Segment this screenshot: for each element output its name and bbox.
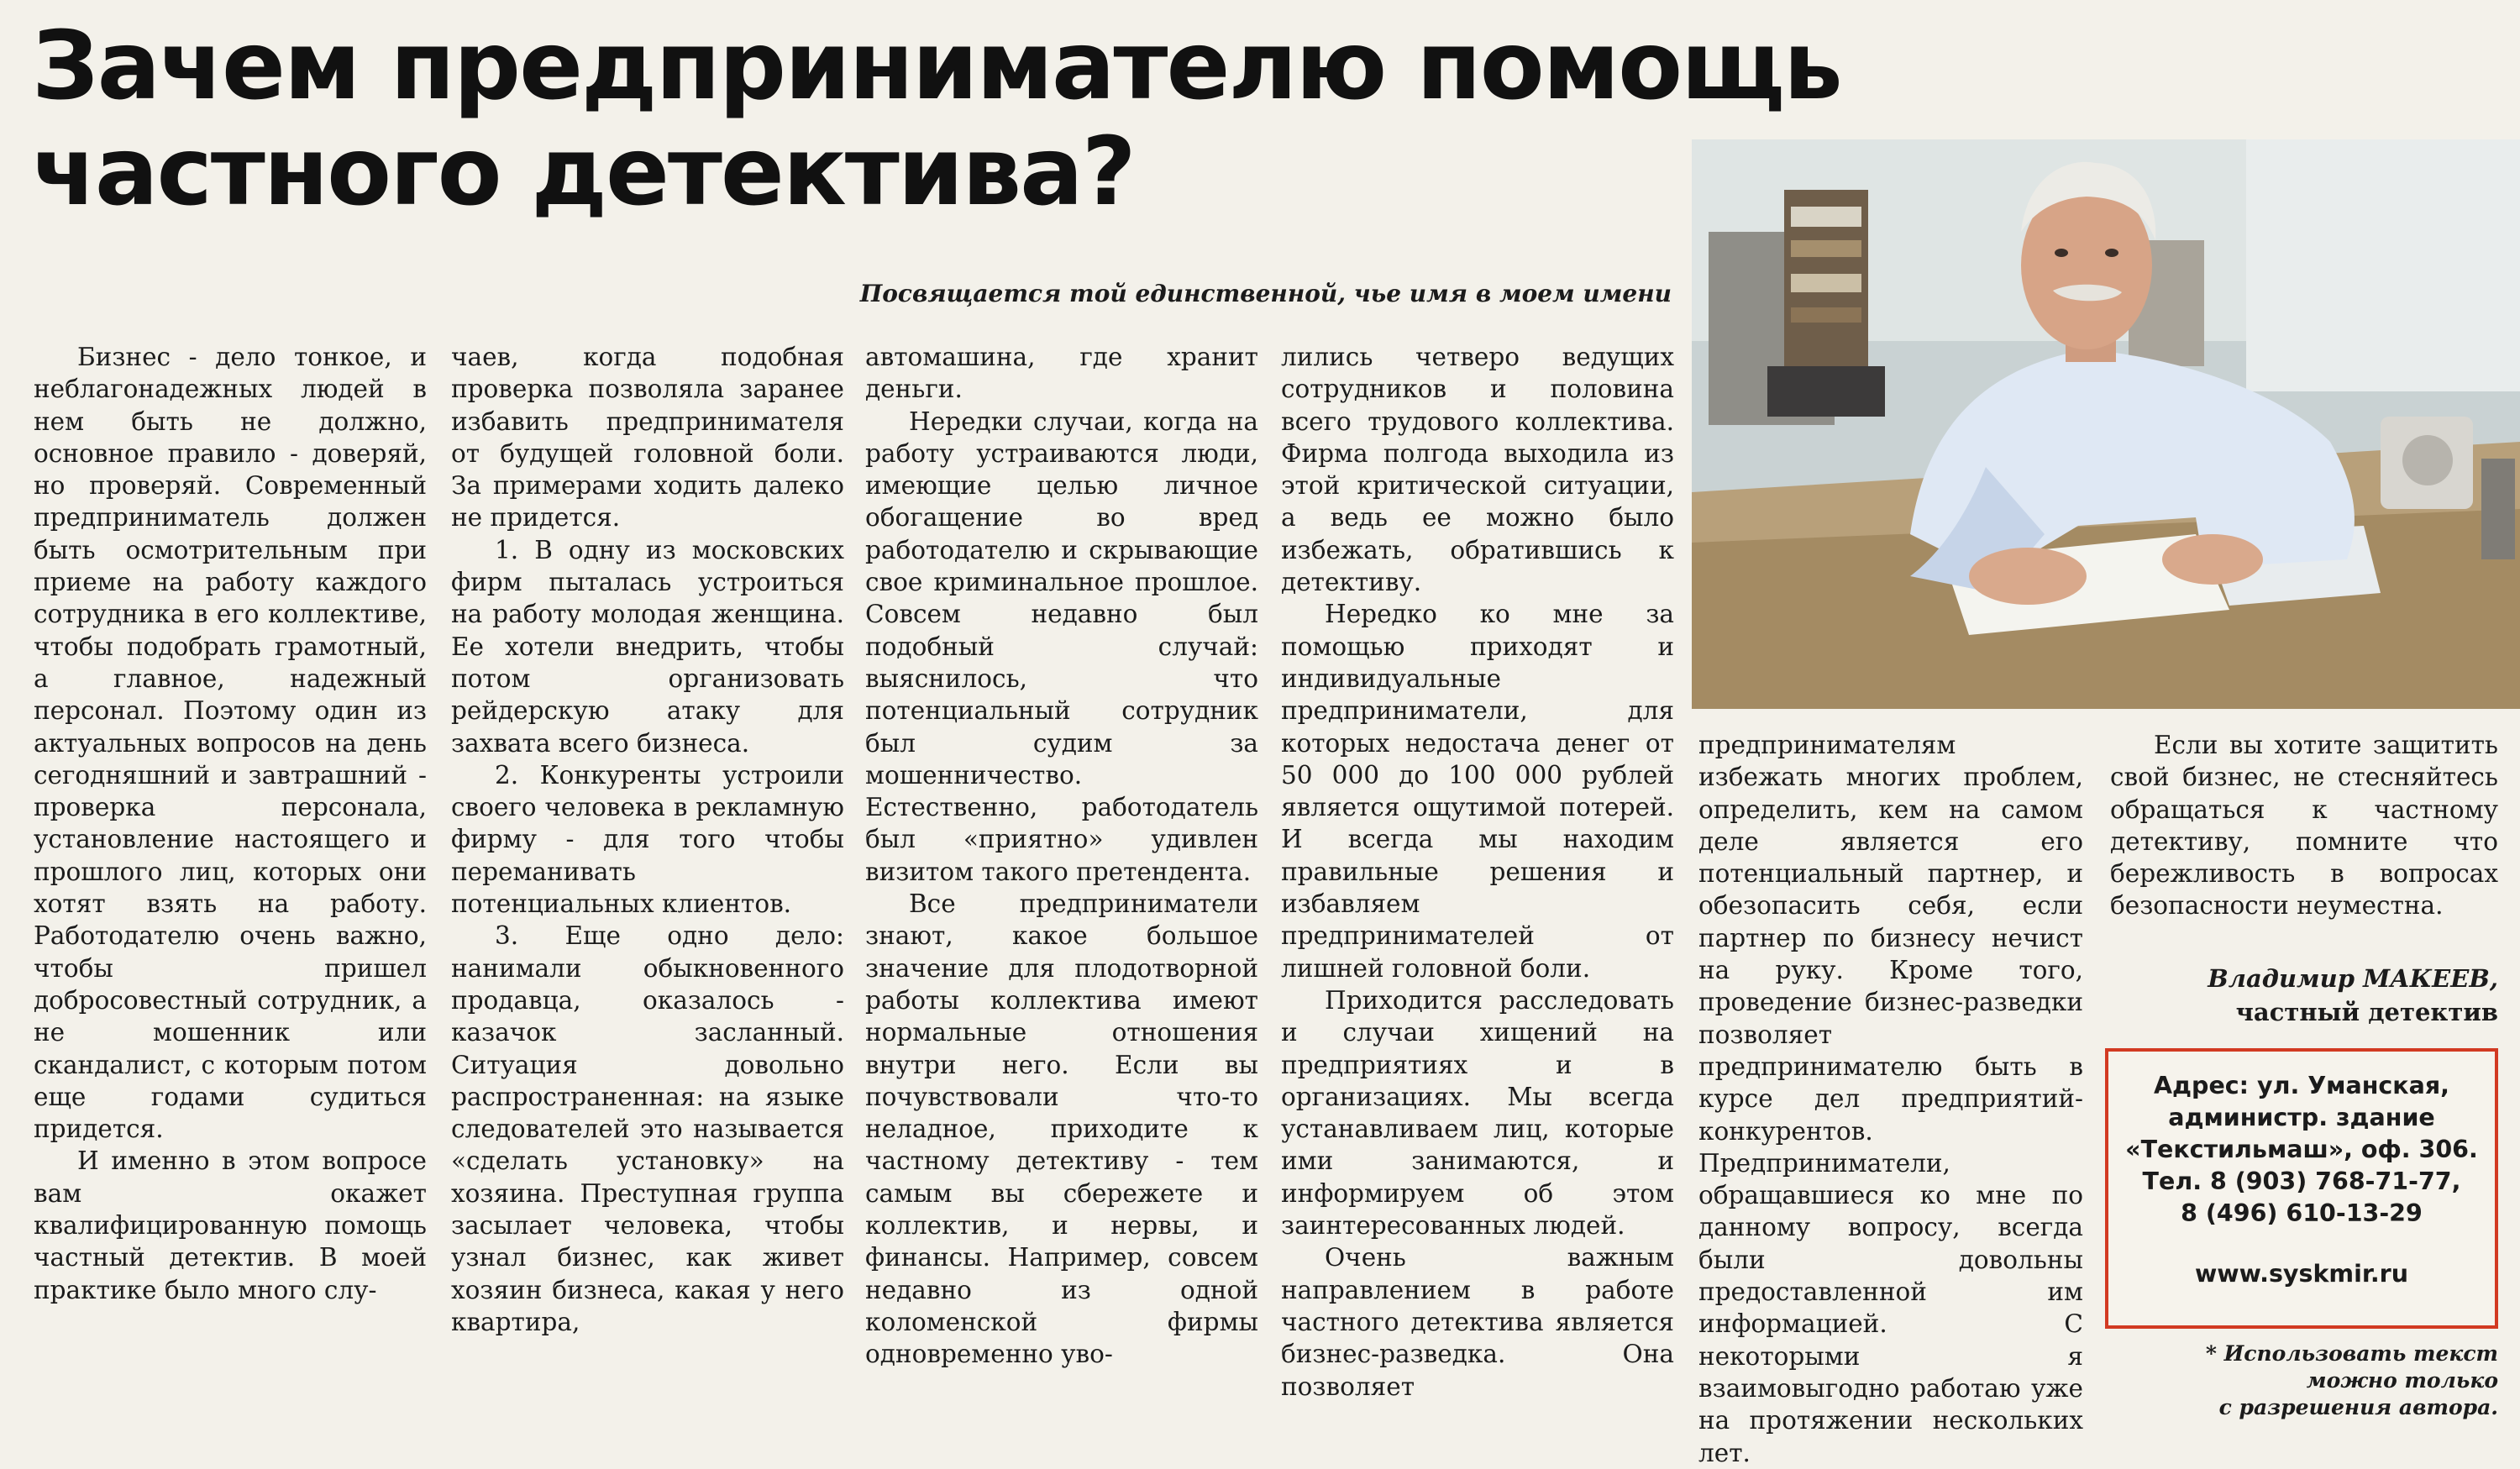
address-line: «Текстильмаш», оф. 306. xyxy=(2125,1136,2478,1163)
article-column-2 xyxy=(451,341,844,1433)
paragraph: автомашина, где хранит деньги. xyxy=(865,343,1258,404)
article-column-5 xyxy=(1698,729,2083,1467)
contact-box xyxy=(2105,1048,2498,1329)
paragraph: 3. Еще одно дело: нанимали обыкновенного продавца, оказалось - казачок засланный. Ситуация довольно распространенная: на языке следователей это называется «сделать установку» на хозяина. Преступная группа засылает человека, чтобы узнал бизнес, как живет хозяин бизнеса, какая у него квартира, xyxy=(451,921,844,1336)
paragraph: Все предприниматели знают, какое большое значение для плодотворной работы коллектива имеют нормальные отношения внутри него. Если вы почувствовали что-то неладное, приходите к частному детективу - тем самым вы сбережете и коллектив, и нервы, и финансы. Например, совсем недавно из одной коломенской фирмы одновременно уво- xyxy=(865,889,1258,1369)
article-headline xyxy=(32,12,1841,227)
headline-line-2: частного детектива? xyxy=(32,118,1135,227)
address-line: администр. здание xyxy=(2168,1104,2435,1131)
article-column-4 xyxy=(1281,341,1674,1433)
address-line: Адрес: ул. Уманская, xyxy=(2153,1072,2449,1099)
paragraph: Приходится расследовать и случаи хищений на предприятиях и в организациях. Мы всегда устанавливаем лиц, которые ими занимаются, и информируем об этом заинтересованных людей. xyxy=(1281,985,1674,1241)
phone-number: 8 (496) 610-13-29 xyxy=(2181,1199,2423,1227)
article-column-1 xyxy=(34,341,427,1433)
paragraph: Очень важным направлением в работе частного детектива является бизнес-разведка. Она позволяет xyxy=(1281,1243,1674,1401)
footnote-line: с разрешения автора. xyxy=(2218,1395,2498,1419)
portrait-photo-icon xyxy=(1692,139,2520,709)
headline-line-1: Зачем предпринимателю помощь xyxy=(32,12,1841,121)
footnote-line: можно только xyxy=(2306,1368,2498,1393)
author-name: Владимир МАКЕЕВ, xyxy=(2208,964,2498,993)
dedication: Посвящается той единственной, чье имя в моем имени xyxy=(859,280,1672,307)
article-column-3 xyxy=(865,341,1258,1433)
paragraph: предпринимателям избежать многих проблем, определить, кем на самом деле является его потенциальный партнер, и обезопасить себя, если партнер по бизнесу нечист на руку. Кроме того, проведение бизнес-разведки позволяет предпринимателю быть в курсе дел предприятий-конкурентов. Предприниматели, обращавшиеся ко мне по данному вопросу, всегда были довольны предоставленной им информацией. С некоторыми я взаимовыгодно работаю уже на протяжении нескольких лет. xyxy=(1698,731,2083,1467)
author-photo xyxy=(1692,139,2520,709)
paragraph: чаев, когда подобная проверка позволяла заранее избавить предпринимателя от будущей головной боли. За примерами ходить далеко не придется. xyxy=(451,343,844,533)
paragraph: 2. Конкуренты устроили своего человека в рекламную фирму - для того чтобы переманивать потенциальных клиентов. xyxy=(451,760,844,919)
website-url: www.syskmir.ru xyxy=(2194,1260,2409,1288)
paragraph: лились четверо ведущих сотрудников и половина всего трудового коллектива. Фирма полгода выходила из этой критической ситуации, а ведь ее можно было избежать, обратившись к детективу. xyxy=(1281,343,1674,597)
author-role: частный детектив xyxy=(2235,998,2498,1026)
article-column-6 xyxy=(2110,729,2498,922)
phone-number: Тел. 8 (903) 768-71-77, xyxy=(2142,1167,2461,1195)
paragraph: И именно в этом вопросе вам окажет квалифицированную помощь частный детектив. В моей практике было много слу- xyxy=(34,1146,427,1304)
paragraph: Нередки случаи, когда на работу устраиваются люди, имеющие целью личное обогащение во вред работодателю и скрывающие свое криминальное прошлое. Совсем недавно был подобный случай: выяснилось, что потенциальный сотрудник был судим за мошенничество. Естественно, работодатель был «приятно» удивлен визитом такого претендента. xyxy=(865,407,1258,886)
footnote-line: * Использовать текст xyxy=(2205,1341,2498,1366)
paragraph: 1. В одну из московских фирм пыталась устроиться на работу молодая женщина. Ее хотели внедрить, чтобы потом организовать рейдерскую атаку для захвата всего бизнеса. xyxy=(451,535,844,758)
copyright-footnote xyxy=(2150,1340,2498,1421)
paragraph: Бизнес - дело тонкое, и неблагонадежных людей в нем быть не должно, основное правило - доверяй, но проверяй. Современный предприниматель должен быть осмотрительным при приеме на работу каждого сотрудника в его коллективе, чтобы подобрать грамотный, а главное, надежный персонал. Поэтому один из актуальных вопросов на день сегодняшний и завтрашний - проверка персонала, установление настоящего и прошлого лиц, которых они хотят взять на работу. Работодателю очень важно, чтобы пришел добросовестный сотрудник, а не мошенник или скандалист, с которым потом еще годами судиться придется. xyxy=(34,343,427,1144)
paragraph: Если вы хотите защитить свой бизнес, не стесняйтесь обращаться к частному детективу, помните что бережливость в вопросах безопасности неуместна. xyxy=(2110,731,2498,921)
paragraph: Нередко ко мне за помощью приходят и индивидуальные предприниматели, для которых недостача денег от 50 000 до 100 000 рублей является ощутимой потерей. И всегда мы находим правильные решения и избавляем предпринимателей от лишней головной боли. xyxy=(1281,600,1674,983)
author-signature xyxy=(2110,962,2498,1029)
